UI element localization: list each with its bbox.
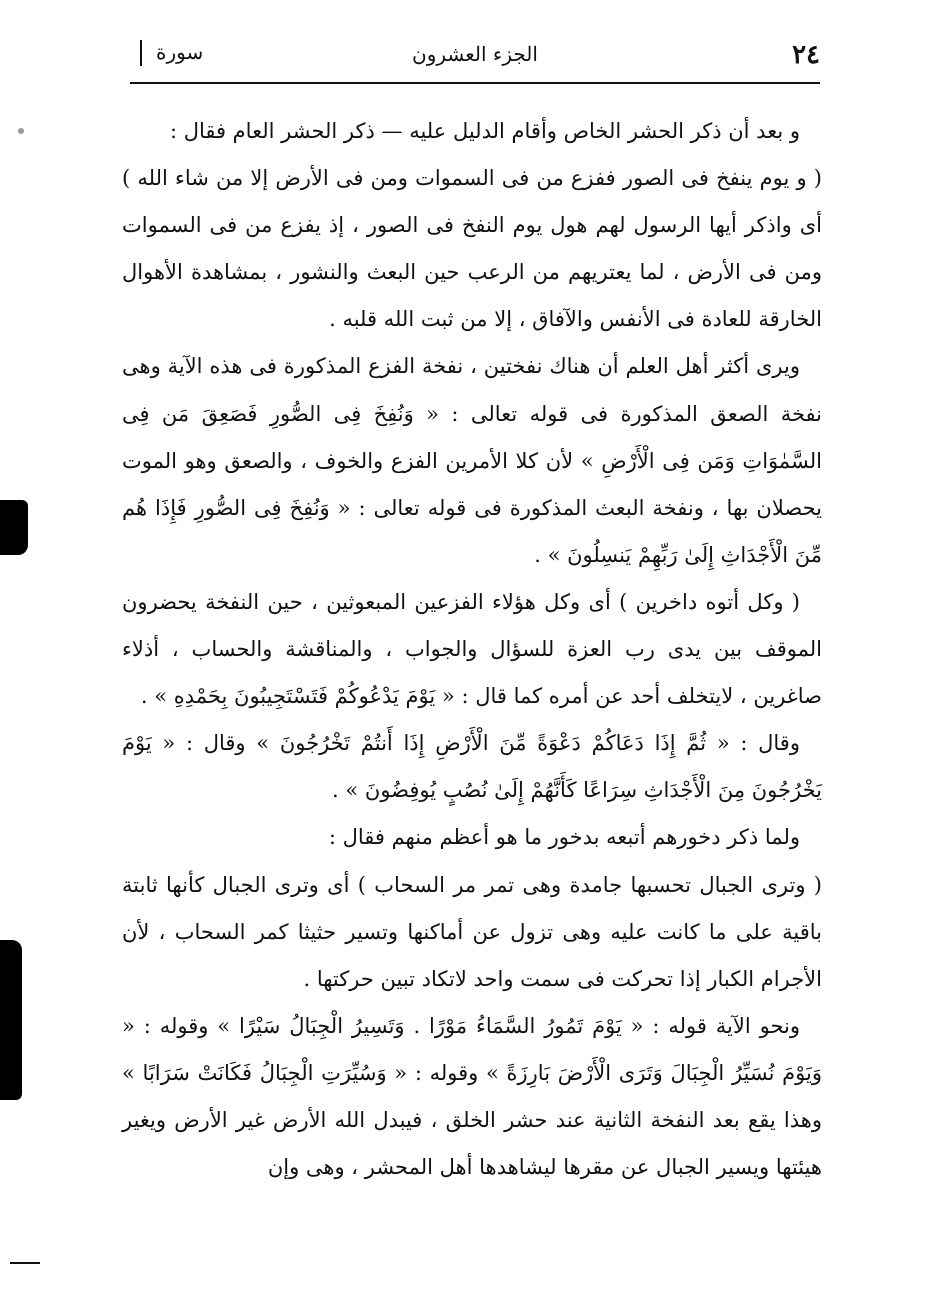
- scan-edge-mark: [10, 1262, 40, 1274]
- body-text: [122, 108, 822, 1191]
- paragraph: ( و يوم ينفخ فى الصور ففزع من فى السموات ومن فى الأرض إلا من شاء الله ) أى واذكر أيها الرسول لهم هول يوم النفخ فى الصور ، إذ يفزع من فى السموات ومن فى الأرض ، لما يعتريهم من الرعب حين البعث والنشور ، بمشاهدة الأهوال الخارقة للعادة فى الأنفس والآفاق ، إلا من ثبت الله قلبه .: [122, 166, 822, 332]
- paragraph: وقال : « ثُمَّ إِذَا دَعَاكُمْ دَعْوَةً مِّنَ الْأَرْضِ إِذَا أَنتُمْ تَخْرُجُونَ » وقال : « يَوْمَ يَخْرُجُونَ مِنَ الْأَجْدَاثِ سِرَاعًا كَأَنَّهُمْ إِلَىٰ نُصُبٍ يُوفِضُونَ » .: [122, 731, 822, 803]
- paragraph: و بعد أن ذكر الحشر الخاص وأقام الدليل عليه — ذكر الحشر العام فقال :: [169, 119, 800, 143]
- paragraph: ( وترى الجبال تحسبها جامدة وهى تمر مر السحاب ) أى وترى الجبال كأنها ثابتة باقية على ما كانت عليه وهى تزول عن أماكنها وتسير حثيثا كمر السحاب ، لأن الأجرام الكبار إذا تحركت فى سمت واحد لاتكاد تبين حركتها .: [122, 872, 822, 991]
- header-divider: [130, 82, 820, 84]
- page-number: ٢٤: [792, 40, 820, 70]
- paragraph: ولما ذكر دخورهم أتبعه بدخور ما هو أعظم منهم فقال :: [328, 825, 800, 850]
- scan-speck: [18, 128, 24, 134]
- page-header: [130, 34, 820, 78]
- paragraph: ويرى أكثر أهل العلم أن هناك نفختين ، نفخة الفزع المذكورة فى هذه الآية وهى نفخة الصعق المذكورة فى قوله تعالى : « وَنُفِخَ فِى الصُّورِ فَصَعِقَ مَن فِى السَّمٰوَاتِ وَمَن فِى الْأَرْضِ » لأن كلا الأمرين الفزع والخوف ، والصعق وهو الموت يحصلان بها ، ونفخة البعث المذكورة فى قوله تعالى : « وَنُفِخَ فِى الصُّورِ فَإِذَا هُم مِّنَ الْأَجْدَاثِ إِلَىٰ رَبِّهِمْ يَنسِلُونَ » .: [122, 354, 822, 567]
- running-title: الجزء العشرون: [412, 42, 538, 66]
- paragraph: ( وكل أتوه داخرين ) أى وكل هؤلاء الفزعين المبعوثين ، حين النفخة يحضرون الموقف بين يدى رب العزة للسؤال والجواب ، والمناقشة والحساب ، أذلاء صاغرين ، لايتخلف أحد عن أمره كما قال : « يَوْمَ يَدْعُوكُمْ فَتَسْتَجِيبُونَ بِحَمْدِهِ » .: [122, 589, 822, 709]
- scan-edge-blot: [0, 940, 22, 1100]
- surah-label: سورة: [140, 40, 203, 66]
- paragraph: ونحو الآية قوله : « يَوْمَ تَمُورُ السَّمَاءُ مَوْرًا . وَتَسِيرُ الْجِبَالُ سَيْرًا » وقوله : « وَيَوْمَ نُسَيِّرُ الْجِبَالَ وَتَرَى الْأَرْضَ بَارِزَةً » وقوله : « وَسُيِّرَتِ الْجِبَالُ فَكَانَتْ سَرَابًا » وهذا يقع بعد النفخة الثانية عند حشر الخلق ، فيبدل الله الأرض غير الأرض ويغير هيئتها ويسير الجبال عن مقرها ليشاهدها أهل المحشر ، وهى وإن: [122, 1013, 822, 1180]
- scan-edge-blot: [0, 500, 28, 555]
